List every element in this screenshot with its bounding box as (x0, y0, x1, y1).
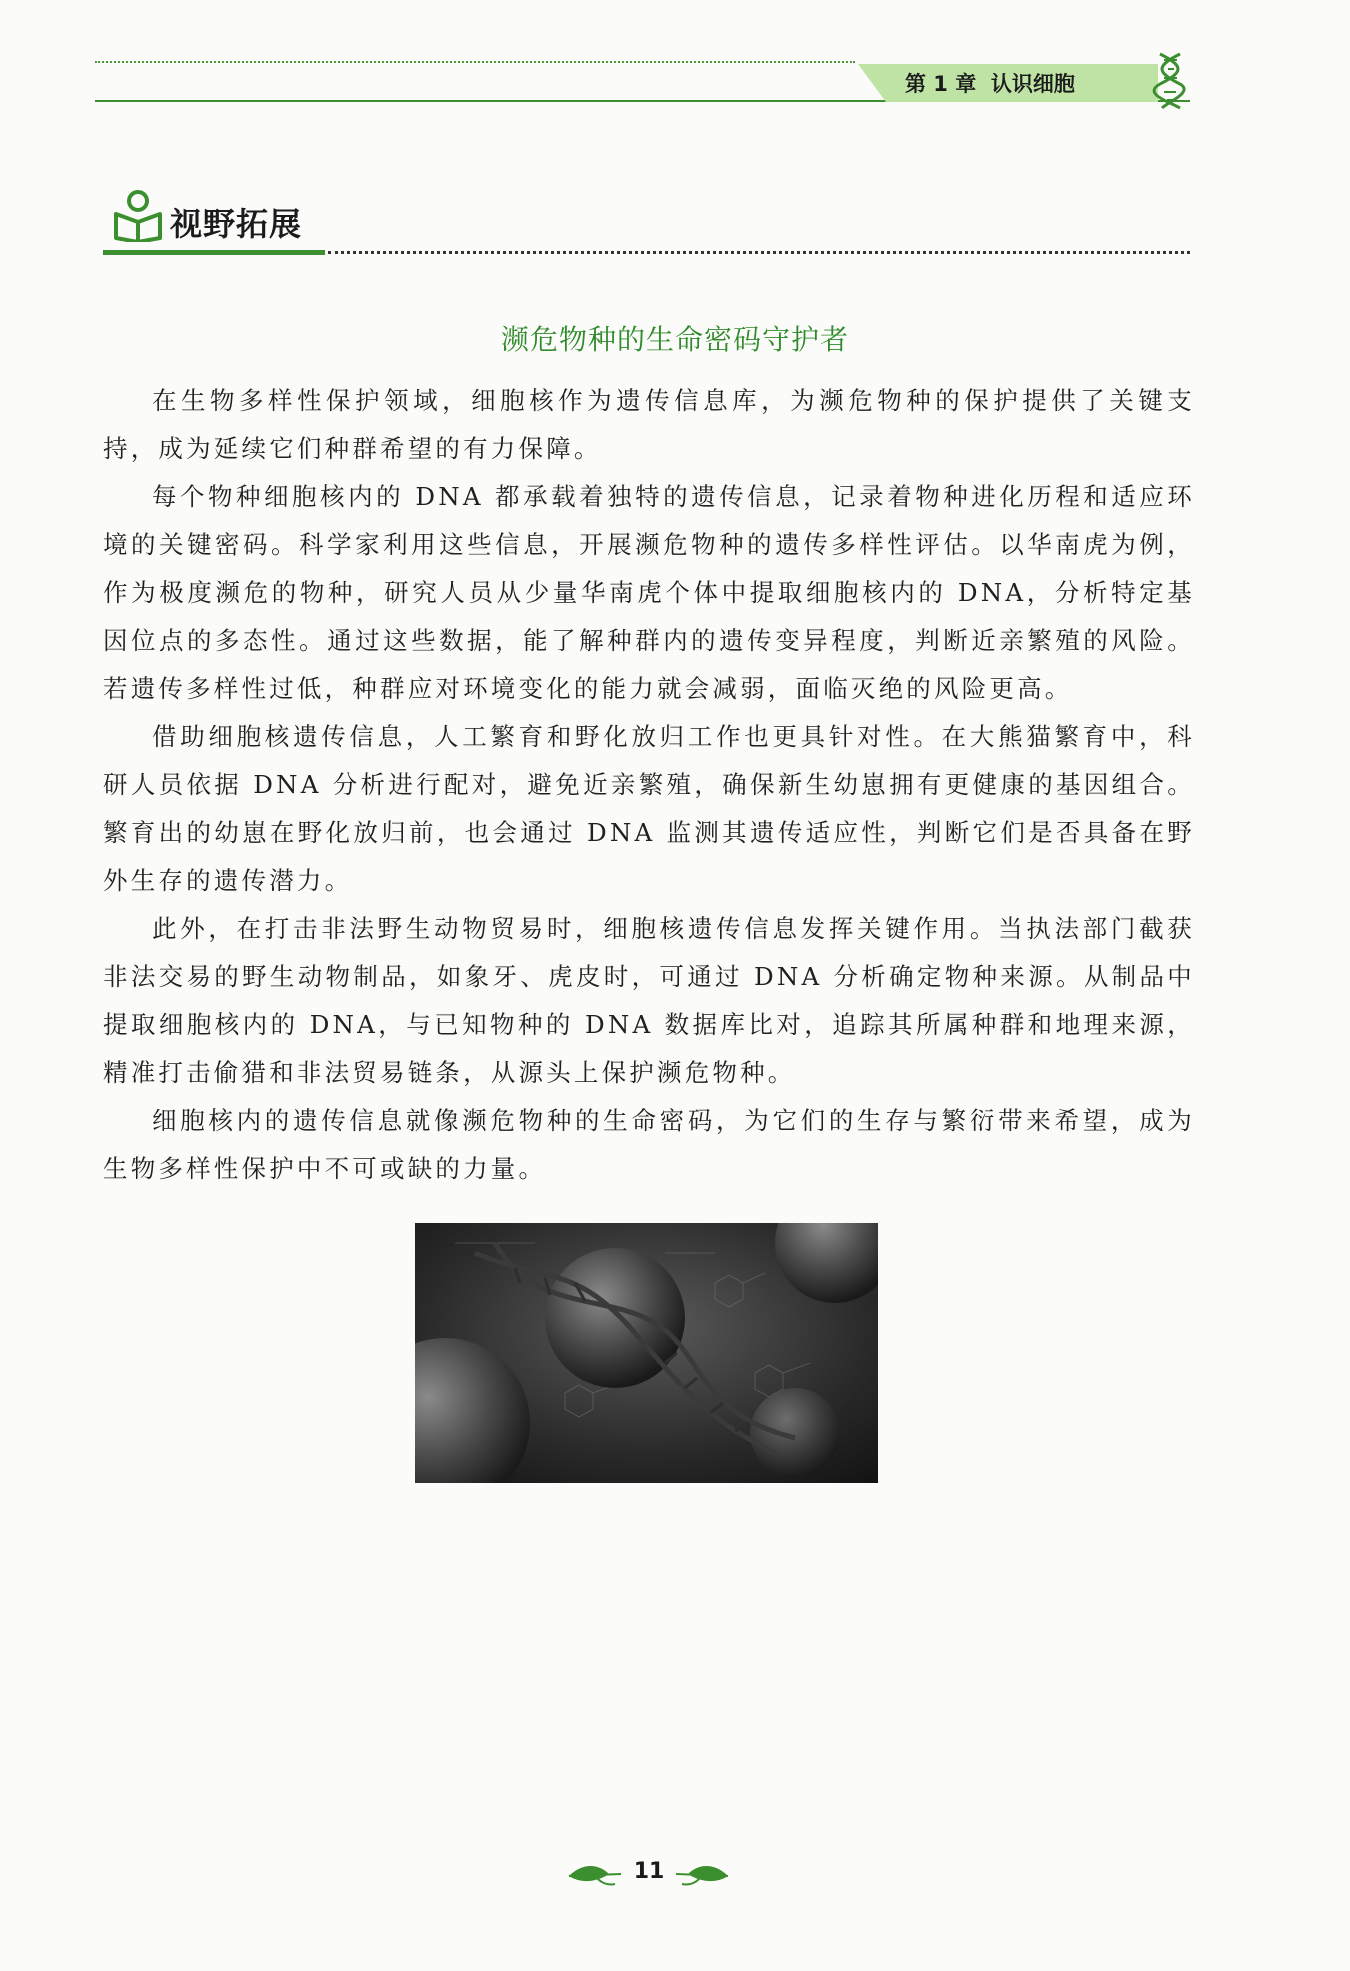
article-title: 濒危物种的生命密码守护者 (500, 323, 849, 356)
chapter-title: 认识细胞 (990, 72, 1075, 96)
page-number: 11 (633, 1859, 665, 1884)
article-body (103, 377, 1195, 1193)
section-dotted-rule (328, 251, 1190, 254)
reader-book-icon (112, 188, 164, 242)
dna-cells-photo (415, 1223, 878, 1483)
header-dotted-rule (95, 61, 855, 63)
section-underline (103, 250, 325, 255)
dna-helix-icon (1150, 50, 1192, 110)
paragraph: 在生物多样性保护领域，细胞核作为遗传信息库，为濒危物种的保护提供了关键支持，成为延续它们种群希望的有力保障。 (103, 386, 1195, 463)
paragraph: 细胞核内的遗传信息就像濒危物种的生命密码，为它们的生存与繁衍带来希望，成为生物多样性保护中不可或缺的力量。 (103, 1106, 1195, 1183)
leaf-ornament-left-icon (565, 1858, 625, 1888)
leaf-ornament-right-icon (672, 1858, 732, 1888)
section-title: 视野拓展 (170, 205, 303, 243)
chapter-number: 第 1 章 (905, 72, 977, 96)
chapter-heading (905, 68, 1075, 98)
paragraph: 借助细胞核遗传信息，人工繁育和野化放归工作也更具针对性。在大熊猫繁育中，科研人员依据 DNA 分析进行配对，避免近亲繁殖，确保新生幼崽拥有更健康的基因组合。繁育出的幼崽在野化放归前，也会通过 DNA 监测其遗传适应性，判断它们是否具备在野外生存的遗传潜力。 (103, 722, 1195, 895)
paragraph: 此外，在打击非法野生动物贸易时，细胞核遗传信息发挥关键作用。当执法部门截获非法交易的野生动物制品，如象牙、虎皮时，可通过 DNA 分析确定物种来源。从制品中提取细胞核内的 DNA，与已知物种的 DNA 数据库比对，追踪其所属种群和地理来源，精准打击偷猎和非法贸易链条，从源头上保护濒危物种。 (103, 914, 1195, 1087)
paragraph: 每个物种细胞核内的 DNA 都承载着独特的遗传信息，记录着物种进化历程和适应环境的关键密码。科学家利用这些信息，开展濒危物种的遗传多样性评估。以华南虎为例，作为极度濒危的物种，研究人员从少量华南虎个体中提取细胞核内的 DNA，分析特定基因位点的多态性。通过这些数据，能了解种群内的遗传变异程度，判断近亲繁殖的风险。若遗传多样性过低，种群应对环境变化的能力就会减弱，面临灭绝的风险更高。 (103, 482, 1195, 703)
